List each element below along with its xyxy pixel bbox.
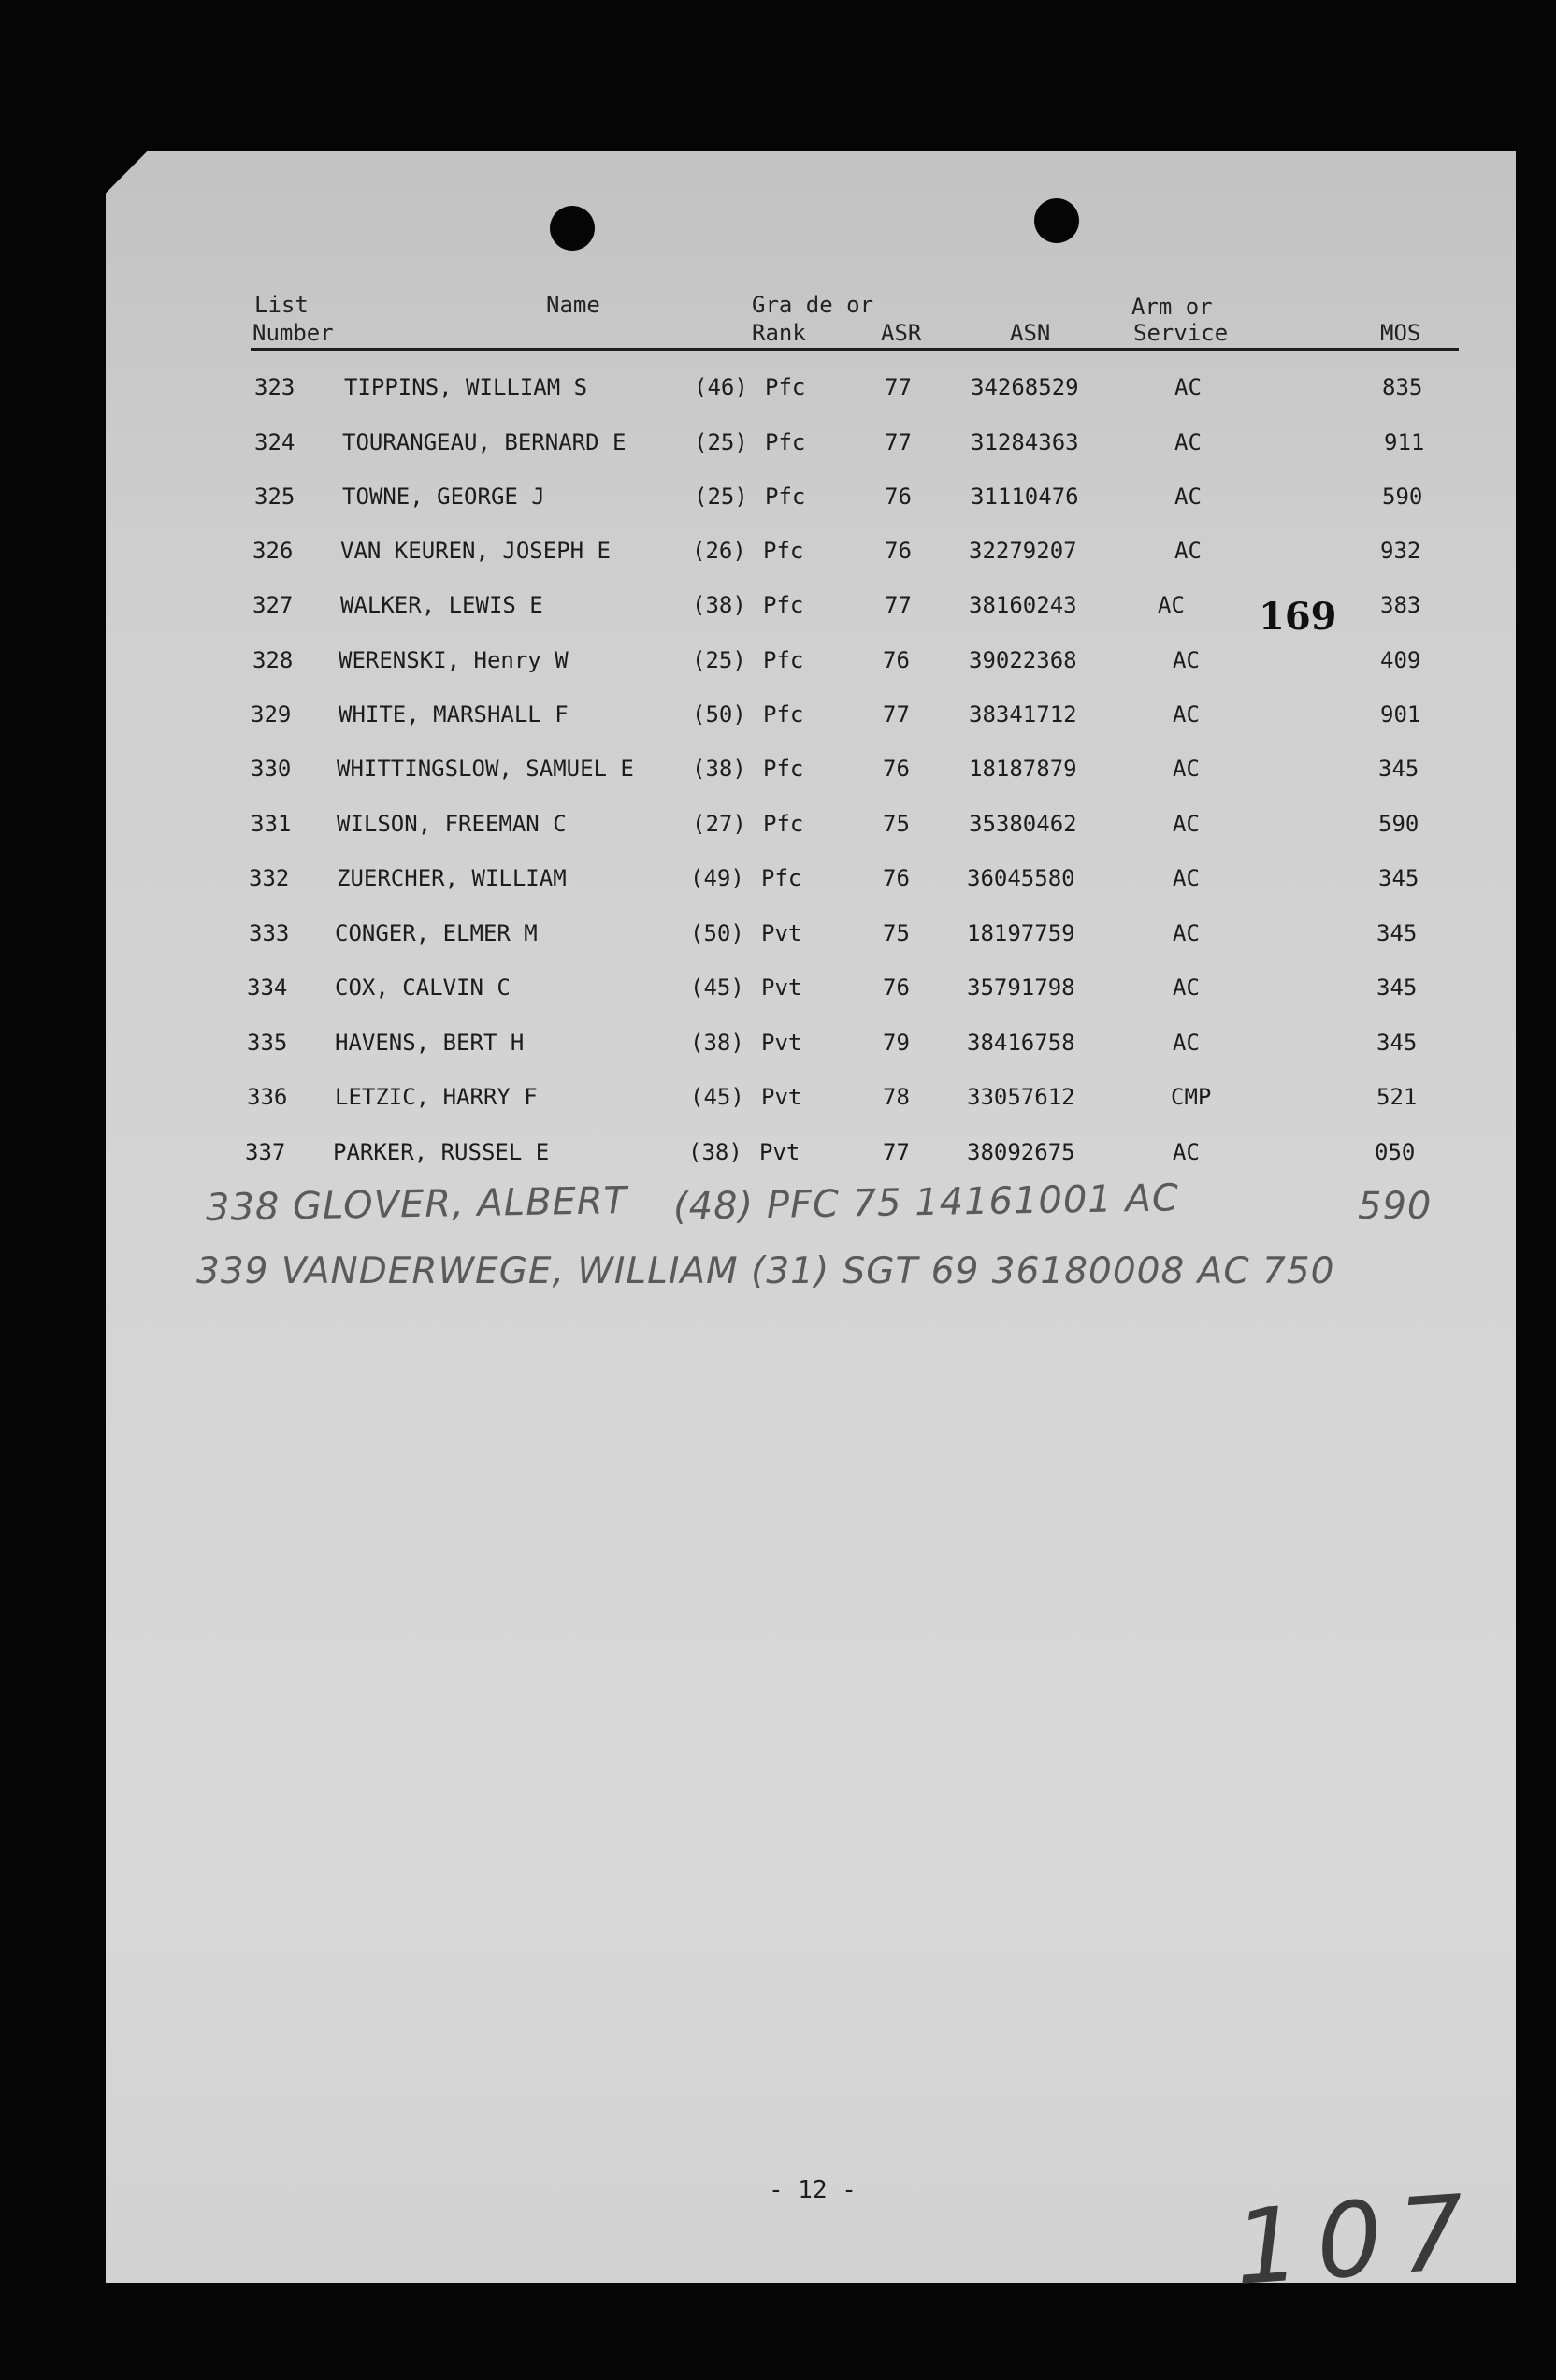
list-number: 333 bbox=[249, 920, 290, 946]
list-number: 325 bbox=[254, 483, 295, 510]
age-cell: (25) bbox=[694, 483, 748, 510]
age-cell: (25) bbox=[694, 429, 748, 455]
list-number: 332 bbox=[249, 865, 290, 891]
name-cell: WALKER, LEWIS E bbox=[340, 592, 543, 618]
mos-cell: 345 bbox=[1376, 920, 1418, 946]
name-cell: WILSON, FREEMAN C bbox=[337, 811, 567, 837]
asn-cell: 18187879 bbox=[969, 756, 1077, 782]
asn-cell: 35791798 bbox=[967, 974, 1075, 1001]
name-cell: ZUERCHER, WILLIAM bbox=[337, 865, 567, 891]
rank-cell: Pfc bbox=[765, 374, 806, 400]
asr-cell: 77 bbox=[885, 374, 912, 400]
asn-cell: 36045580 bbox=[967, 865, 1075, 891]
arm-cell: AC bbox=[1173, 920, 1200, 946]
arm-cell: AC bbox=[1173, 756, 1200, 782]
mos-cell: 521 bbox=[1376, 1084, 1418, 1110]
name-cell: WHITE, MARSHALL F bbox=[339, 701, 569, 728]
asr-cell: 76 bbox=[885, 483, 912, 510]
rank-cell: Pvt bbox=[761, 974, 802, 1001]
asn-cell: 38341712 bbox=[969, 701, 1077, 728]
header-list-number-line2: Number bbox=[252, 320, 334, 346]
rank-cell: Pfc bbox=[763, 592, 804, 618]
header-asr: ASR bbox=[881, 320, 922, 346]
asn-cell: 39022368 bbox=[969, 647, 1077, 673]
rank-cell: Pfc bbox=[765, 483, 806, 510]
arm-cell: AC bbox=[1173, 974, 1200, 1001]
asn-cell: 32279207 bbox=[969, 538, 1077, 564]
name-cell: WERENSKI, Henry W bbox=[339, 647, 569, 673]
asn-cell: 33057612 bbox=[967, 1084, 1075, 1110]
mos-cell: 590 bbox=[1378, 811, 1419, 837]
rank-cell: Pfc bbox=[763, 701, 804, 728]
list-number: 337 bbox=[245, 1139, 286, 1165]
arm-cell: AC bbox=[1173, 647, 1200, 673]
mos-cell: 835 bbox=[1382, 374, 1423, 400]
age-cell: (45) bbox=[690, 974, 744, 1001]
list-number: 326 bbox=[252, 538, 294, 564]
list-number: 330 bbox=[251, 756, 292, 782]
age-cell: (27) bbox=[692, 811, 746, 837]
age-cell: (46) bbox=[694, 374, 748, 400]
asr-cell: 76 bbox=[885, 538, 912, 564]
name-cell: VAN KEUREN, JOSEPH E bbox=[340, 538, 611, 564]
name-cell: COX, CALVIN C bbox=[335, 974, 511, 1001]
arm-cell: AC bbox=[1173, 1030, 1200, 1056]
mos-cell: 911 bbox=[1384, 429, 1425, 455]
mos-cell: 345 bbox=[1376, 1030, 1418, 1056]
name-cell: HAVENS, BERT H bbox=[335, 1030, 525, 1056]
arm-cell: AC bbox=[1174, 483, 1202, 510]
arm-cell: AC bbox=[1173, 865, 1200, 891]
arm-cell: AC bbox=[1173, 1139, 1200, 1165]
rank-cell: Pfc bbox=[761, 865, 802, 891]
header-arm-line1: Arm or bbox=[1131, 294, 1213, 320]
list-number: 328 bbox=[252, 647, 294, 673]
rank-cell: Pfc bbox=[765, 429, 806, 455]
header-mos: MOS bbox=[1380, 320, 1421, 346]
mos-cell: 050 bbox=[1375, 1139, 1416, 1165]
mos-cell: 932 bbox=[1380, 538, 1421, 564]
header-asn: ASN bbox=[1010, 320, 1051, 346]
list-number: 335 bbox=[247, 1030, 288, 1056]
list-number: 334 bbox=[247, 974, 288, 1001]
asr-cell: 76 bbox=[883, 865, 910, 891]
arm-cell: CMP bbox=[1171, 1084, 1212, 1110]
name-cell: TOWNE, GEORGE J bbox=[342, 483, 545, 510]
punch-hole-left bbox=[550, 206, 595, 251]
rank-cell: Pfc bbox=[763, 756, 804, 782]
name-cell: TOURANGEAU, BERNARD E bbox=[342, 429, 627, 455]
list-number: 331 bbox=[251, 811, 292, 837]
list-number: 329 bbox=[251, 701, 292, 728]
rank-cell: Pvt bbox=[761, 1084, 802, 1110]
arm-cell: AC bbox=[1174, 429, 1202, 455]
asn-cell: 18197759 bbox=[967, 920, 1075, 946]
asr-cell: 77 bbox=[885, 592, 912, 618]
handwritten-entry-338-name: 338 GLOVER, ALBERT bbox=[205, 1179, 628, 1230]
list-number: 323 bbox=[254, 374, 295, 400]
asr-cell: 77 bbox=[883, 701, 910, 728]
asr-cell: 76 bbox=[883, 647, 910, 673]
name-cell: TIPPINS, WILLIAM S bbox=[344, 374, 588, 400]
age-cell: (38) bbox=[692, 756, 746, 782]
asr-cell: 75 bbox=[883, 920, 910, 946]
mos-cell: 383 bbox=[1380, 592, 1421, 618]
asr-cell: 76 bbox=[883, 974, 910, 1001]
stamped-number: 169 bbox=[1259, 595, 1337, 639]
name-cell: CONGER, ELMER M bbox=[335, 920, 538, 946]
header-rule bbox=[251, 348, 1459, 351]
arm-cell: AC bbox=[1173, 811, 1200, 837]
mos-cell: 590 bbox=[1382, 483, 1423, 510]
age-cell: (38) bbox=[690, 1030, 744, 1056]
arm-cell: AC bbox=[1174, 538, 1202, 564]
age-cell: (38) bbox=[688, 1139, 742, 1165]
handwritten-entry-339: 339 VANDERWEGE, WILLIAM (31) SGT 69 36180008 AC 750 bbox=[196, 1250, 1335, 1292]
list-number: 336 bbox=[247, 1084, 288, 1110]
mos-cell: 345 bbox=[1376, 974, 1418, 1001]
page-number: - 12 - bbox=[769, 2176, 857, 2204]
asr-cell: 78 bbox=[883, 1084, 910, 1110]
header-name: Name bbox=[546, 292, 600, 318]
rank-cell: Pfc bbox=[763, 647, 804, 673]
age-cell: (50) bbox=[690, 920, 744, 946]
asn-cell: 31110476 bbox=[971, 483, 1079, 510]
asn-cell: 35380462 bbox=[969, 811, 1077, 837]
asr-cell: 79 bbox=[883, 1030, 910, 1056]
name-cell: WHITTINGSLOW, SAMUEL E bbox=[337, 756, 634, 782]
arm-cell: AC bbox=[1158, 592, 1185, 618]
header-list-number-line1: List bbox=[254, 292, 309, 318]
asr-cell: 77 bbox=[883, 1139, 910, 1165]
age-cell: (38) bbox=[692, 592, 746, 618]
mos-cell: 345 bbox=[1378, 865, 1419, 891]
arm-cell: AC bbox=[1173, 701, 1200, 728]
handwritten-entry-338-details: (48) PFC 75 14161001 AC bbox=[672, 1176, 1180, 1229]
rank-cell: Pvt bbox=[761, 1030, 802, 1056]
list-number: 324 bbox=[254, 429, 295, 455]
asr-cell: 76 bbox=[883, 756, 910, 782]
punch-hole-right bbox=[1034, 198, 1079, 243]
asn-cell: 38092675 bbox=[967, 1139, 1075, 1165]
header-grade-line1: Gra de or bbox=[752, 292, 874, 318]
mos-cell: 409 bbox=[1380, 647, 1421, 673]
age-cell: (25) bbox=[692, 647, 746, 673]
mos-cell: 901 bbox=[1380, 701, 1421, 728]
list-number: 327 bbox=[252, 592, 294, 618]
header-arm-line2: Service bbox=[1133, 320, 1229, 346]
asn-cell: 31284363 bbox=[971, 429, 1079, 455]
rank-cell: Pfc bbox=[763, 538, 804, 564]
header-grade-line2: Rank bbox=[752, 320, 806, 346]
rank-cell: Pvt bbox=[759, 1139, 800, 1165]
name-cell: PARKER, RUSSEL E bbox=[333, 1139, 550, 1165]
age-cell: (45) bbox=[690, 1084, 744, 1110]
rank-cell: Pvt bbox=[761, 920, 802, 946]
age-cell: (50) bbox=[692, 701, 746, 728]
asr-cell: 77 bbox=[885, 429, 912, 455]
handwritten-entry-338-mos: 590 bbox=[1358, 1185, 1433, 1228]
mos-cell: 345 bbox=[1378, 756, 1419, 782]
name-cell: LETZIC, HARRY F bbox=[335, 1084, 538, 1110]
asn-cell: 38160243 bbox=[969, 592, 1077, 618]
arm-cell: AC bbox=[1174, 374, 1202, 400]
asn-cell: 38416758 bbox=[967, 1030, 1075, 1056]
asn-cell: 34268529 bbox=[971, 374, 1079, 400]
asr-cell: 75 bbox=[883, 811, 910, 837]
age-cell: (49) bbox=[690, 865, 744, 891]
handwritten-corner-number: 107 bbox=[1230, 2171, 1486, 2309]
rank-cell: Pfc bbox=[763, 811, 804, 837]
age-cell: (26) bbox=[692, 538, 746, 564]
